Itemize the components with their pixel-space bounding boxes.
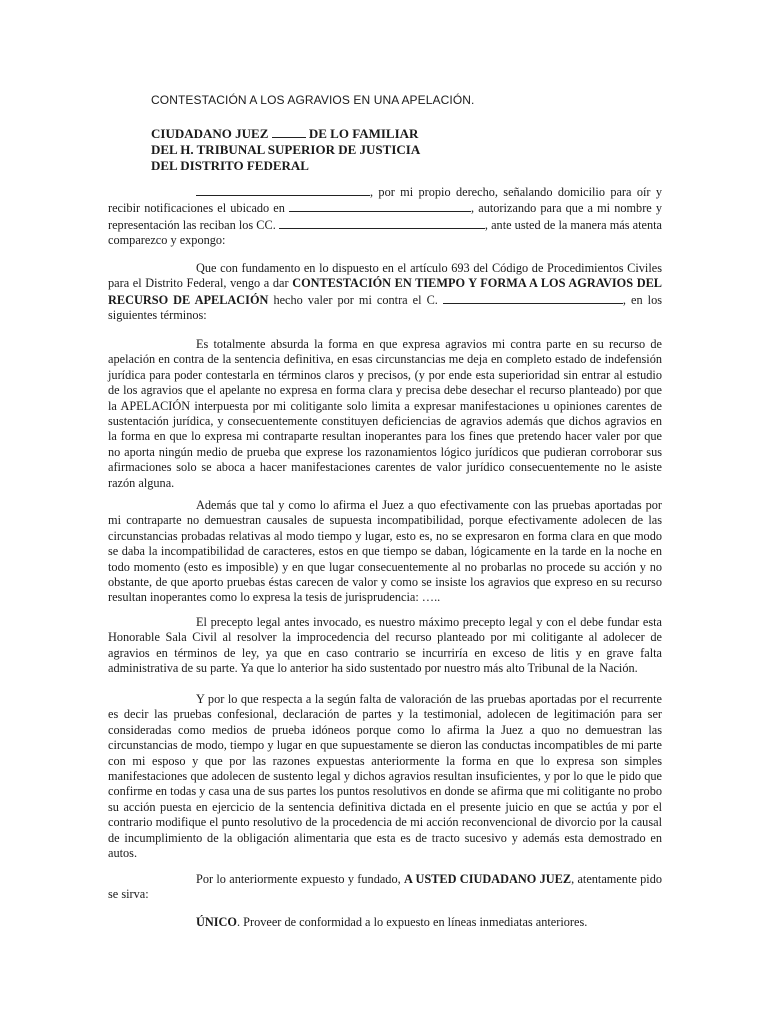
name-blank: [196, 184, 370, 196]
court-number-blank: [272, 126, 306, 138]
addressee-block: [151, 126, 420, 174]
addressee-judge: CIUDADANO JUEZ: [151, 126, 269, 141]
bold-response-heading: CONTESTACIÓN EN TIEMPO Y FORMA A LOS AGRAVIOS DEL RECURSO DE APELACIÓN: [108, 276, 662, 307]
opponent-name-blank: [443, 292, 623, 304]
addressee-court: DE LO FAMILIAR: [308, 126, 419, 141]
unico-request: [196, 915, 587, 930]
paragraph-3: Además que tal y como lo afirma el Juez a quo efectivamente con las pruebas aportadas por mi contraparte no demuestran causales de supuesta incompatibilidad, porque efectivamente adolecen de las circunstancias probadas relativas al modo tiempo y lugar, esto es, no se expresaron en forma clara en que modo se daba la incompatibilidad de caracteres, estos en que tiempo se daban, lógicamente en la tarde en la noche en todo momento (esto es imposible) y en que lugar consecuentemente al no probarlas no procede su acción y no obstante, de que aporto pruebas éstas carecen de valor y como se insiste los agravios que expreso en su recurso resultan inoperantes como lo expresa la tesis de jurisprudencia: …..: [108, 498, 662, 605]
addressee-line-1: [151, 126, 420, 142]
unico-label: ÚNICO: [196, 915, 237, 929]
bold-addressee: A USTED CIUDADANO JUEZ: [404, 872, 572, 886]
unico-text: . Proveer de conformidad a lo expuesto en líneas inmediatas anteriores.: [237, 915, 588, 929]
paragraph-2: Es totalmente absurda la forma en que expresa agravios mi contra parte en su recurso de apelación en contra de la sentencia definitiva, en esas circunstancias me deja en completo estado de indefensión jurídica para poder contestarla en términos claros y precisos, (y por ende esta superioridad sin entrar al estudio de los agravios que el apelante no expresa en forma clara y precisa debe desechar el recurso planteado) por que la APELACIÓN interpuesta por mi colitigante solo limita a expresar manifestaciones u opiniones carentes de sustentación jurídica, y consecuentemente constituyen deficiencias de agravios además que dichos agravios en la forma en que lo expresa mi contraparte resultan inoperantes para los fines que pretendo hacer valer por que no aporta ningún medio de prueba que exprese los razonamientos lógico jurídicos que pudieran corroborar sus afirmaciones solo se aboca a hacer manifestaciones carentes de valor jurídico consecuentemente no le asiste razón alguna.: [108, 337, 662, 490]
address-blank: [289, 200, 471, 212]
intro-paragraph: , por mi propio derecho, señalando domicilio para oír y recibir notificaciones el ubicado en , autorizando para que a mi nombre y representación las reciban los CC. , ante usted de la manera más atenta comparezco y expongo:: [108, 185, 663, 248]
paragraph-1: Que con fundamento en lo dispuesto en el artículo 693 del Código de Procedimientos Civiles para el Distrito Federal, vengo a dar CONTESTACIÓN EN TIEMPO Y FORMA A LOS AGRAVIOS DEL RECURSO DE APELACIÓN hecho valer por mi contra el C. , en los siguientes términos:: [108, 261, 663, 323]
paragraph-5: Y por lo que respecta a la según falta de valoración de las pruebas aportadas por el recurrente es decir las pruebas confesional, declaración de partes y la testimonial, adolecen de legitimación para ser consideradas como medios de prueba idóneos porque como lo afirma la Juez a quo no demuestran las circunstancias de modo, tiempo y lugar en que supuestamente se dieron las conductas incompatibles de mi parte con mi esposo y que por las razones expuestas anteriormente la forma en que lo expresa son simples manifestaciones que adolecen de sustento legal y dichos agravios resultan insuficientes, y por lo que le pido que confirme en todas y casa una de sus partes los puntos resolutivos en donde se afirma que mi colitigante no probo su acción puesta en ejercicio de la sentencia definitiva dictada en el presente juicio en que se actúa y por el contrario modifique el punto resolutivo de la procedencia de mi acción reconvencional de divorcio por la causal de incumplimiento de la obligación alimentaria que esta es de tracto sucesivo y además esta demostrado en autos.: [108, 692, 662, 861]
paragraph-6: Por lo anteriormente expuesto y fundado, A USTED CIUDADANO JUEZ, atentamente pido se sirva:: [108, 872, 663, 902]
addressee-line-3: DEL DISTRITO FEDERAL: [151, 158, 309, 173]
addressee-line-2: DEL H. TRIBUNAL SUPERIOR DE JUSTICIA: [151, 142, 421, 157]
document-title: CONTESTACIÓN A LOS AGRAVIOS EN UNA APELACIÓN.: [151, 93, 475, 107]
paragraph-4: El precepto legal antes invocado, es nuestro máximo precepto legal y con el debe fundar esta Honorable Sala Civil al resolver la improcedencia del recurso planteado por mi colitigante al adolecer de agravios en términos de ley, ya que en caso contrario se incurriría en exceso de litis y en grave falta administrativa de su parte. Ya que lo anterior ha sido sustentado por nuestro más alto Tribunal de la Nación.: [108, 615, 662, 676]
authorized-persons-blank: [279, 217, 485, 229]
